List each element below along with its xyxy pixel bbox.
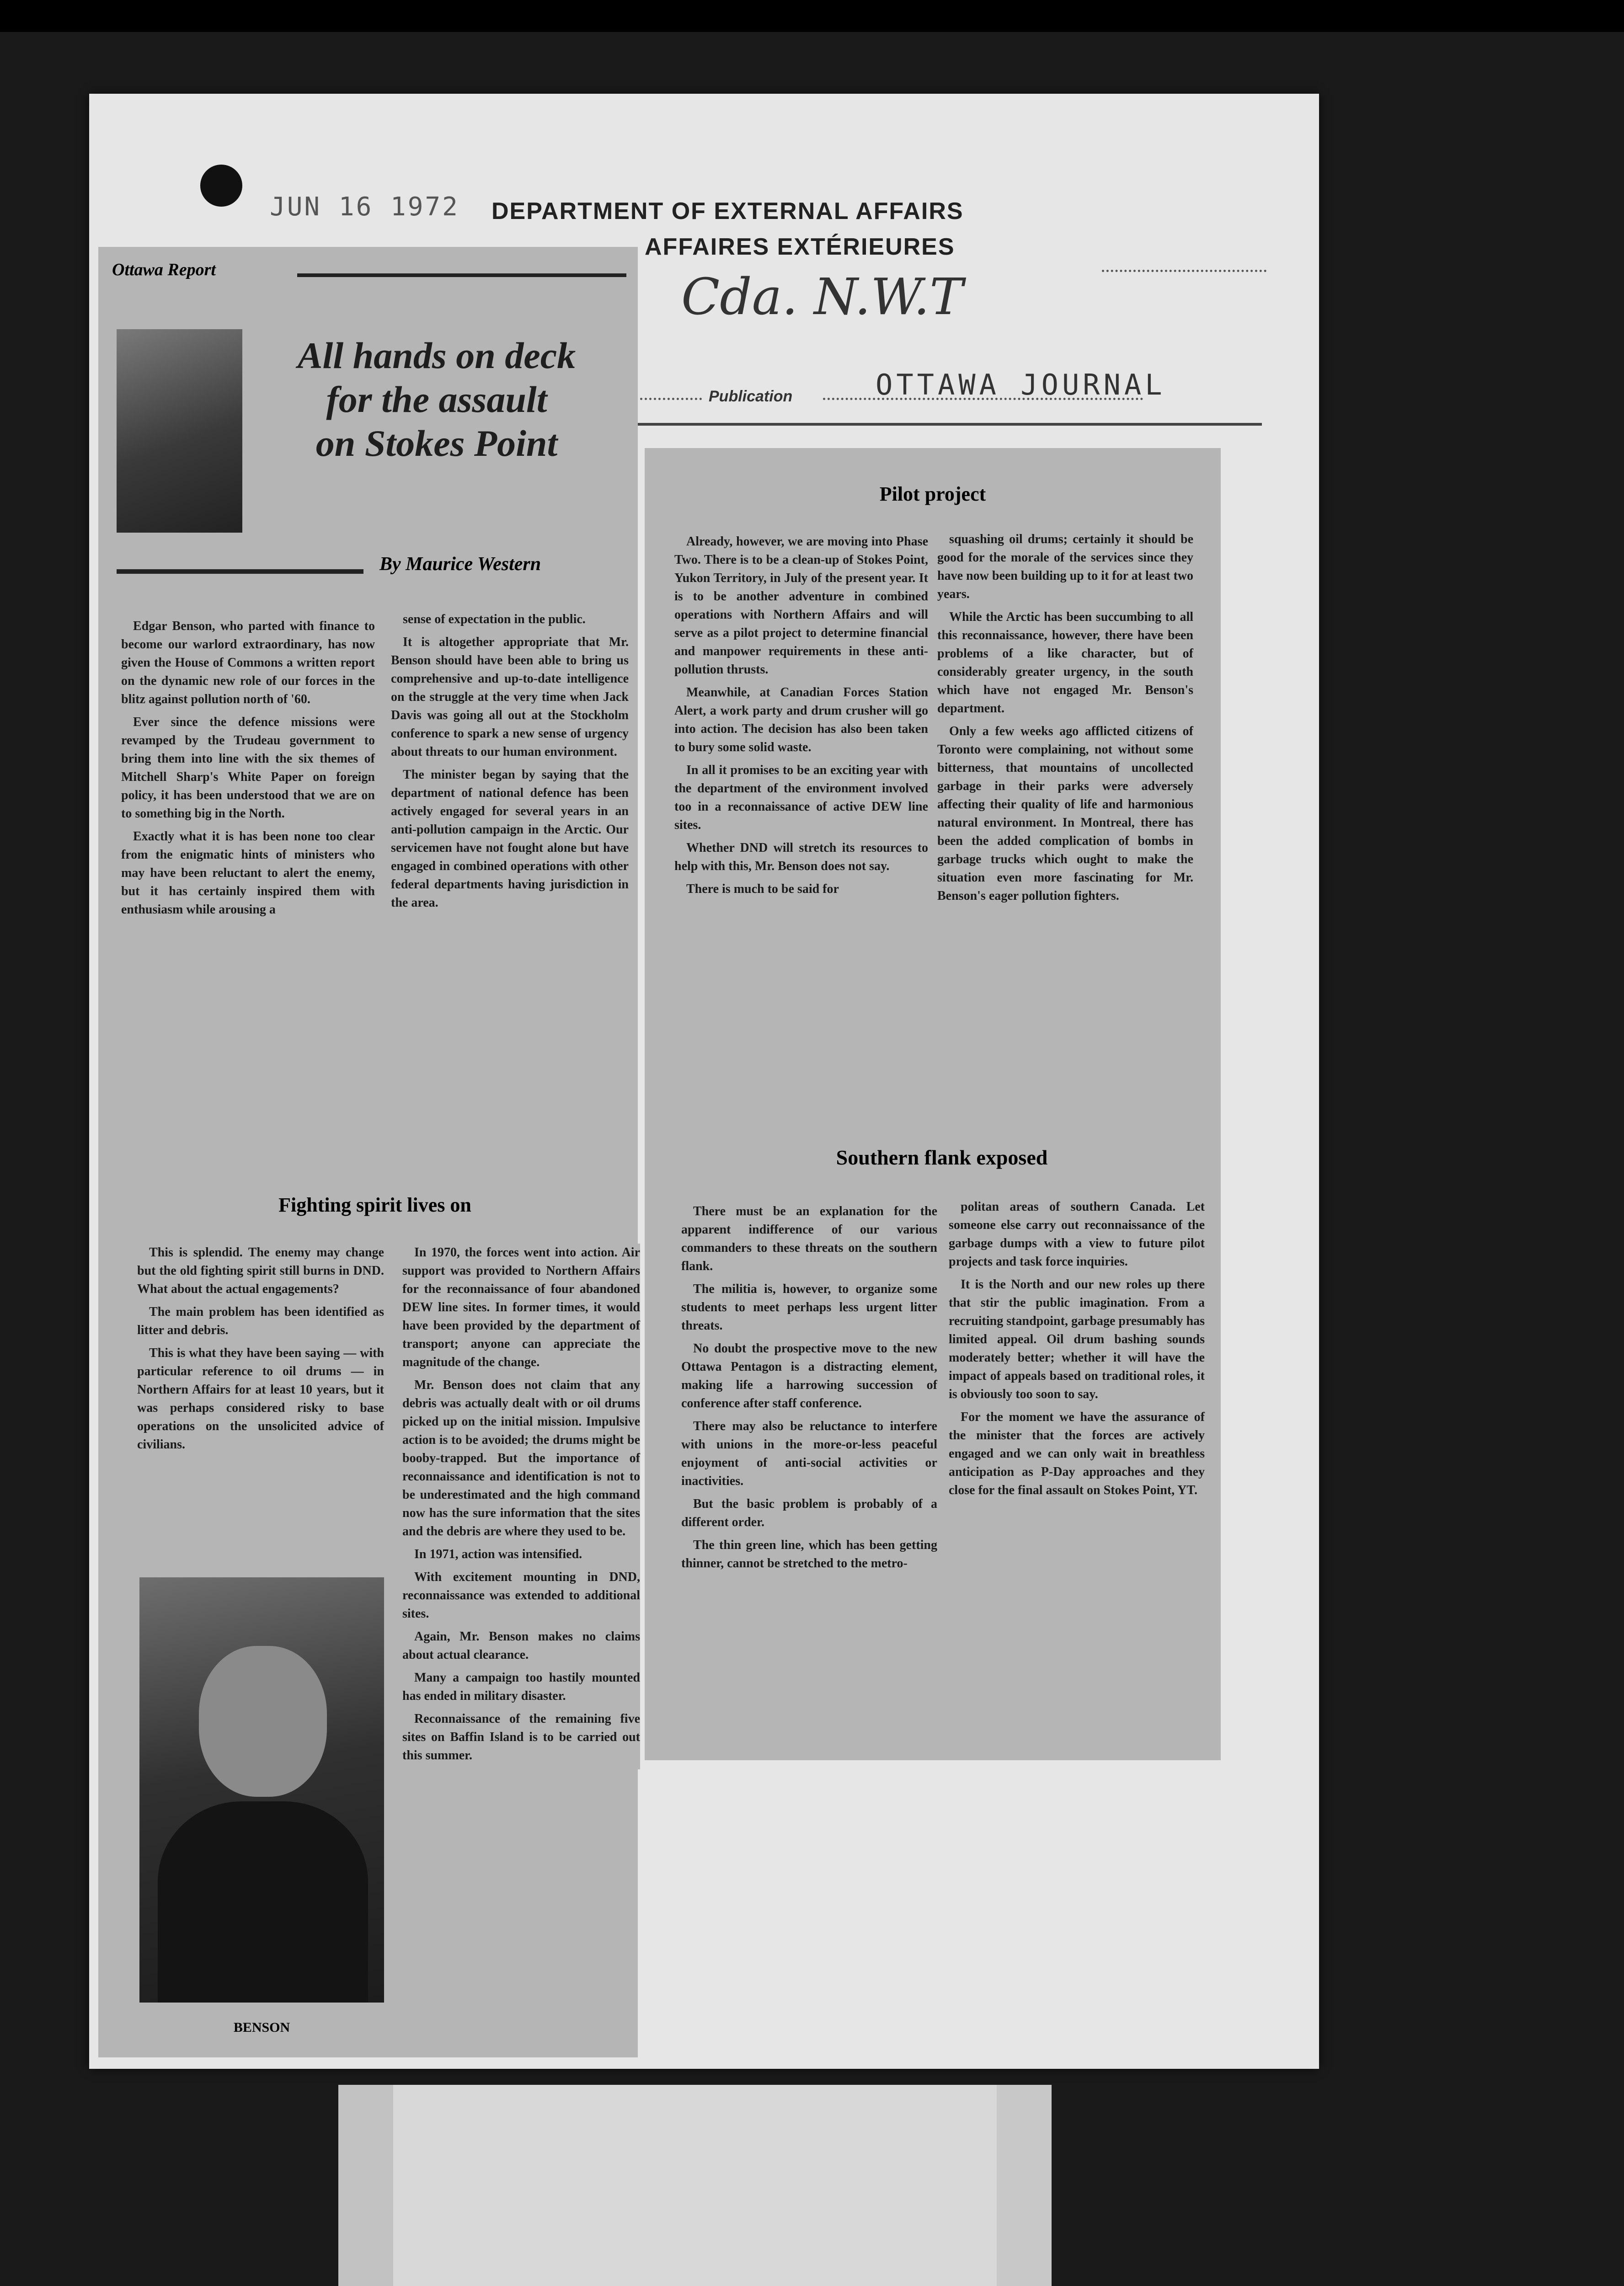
photo-caption: BENSON	[233, 2020, 290, 2035]
paragraph: Only a few weeks ago afflicted citizens of Toronto were complaining, not without some bitterness, that mountains of uncollected garbage in their parks were adversely affecting their quality of life and harmonious natural environment. In Montreal, there has been the added complication of bombs in garbage trucks which ought to make the situation even more fascinating for Mr. Benson's eager pollution fighters.	[937, 724, 1193, 903]
article-column	[121, 617, 375, 924]
paragraph: sense of expectation in the public.	[403, 612, 586, 626]
paragraph: The militia is, however, to organize some students to meet perhaps less urgent litter threats.	[681, 1282, 937, 1333]
headline-line: for the assault	[326, 379, 547, 420]
headline-line: on Stokes Point	[315, 422, 558, 464]
paragraph: Ever since the defence missions were revamped by the Trudeau government to bring them into line with the six themes of Mitchell Sharp's White Paper on foreign policy, it has been understood that we are on to something big in the North.	[121, 715, 375, 821]
paper-slip	[338, 2085, 1052, 2286]
article-kicker: Ottawa Report	[112, 260, 216, 279]
article-column	[674, 533, 928, 903]
headline-line: All hands on deck	[297, 335, 576, 376]
handwritten-file-note: Cda. N.W.T	[681, 267, 963, 326]
subheading: Pilot project	[879, 483, 986, 505]
paragraph: It is altogether appropriate that Mr. Benson should have been able to bring us comprehensive and up-to-date intelligence on the struggle at the very time when Jack Davis was going all out at the Stockholm conference to spark a new sense of urgency about threats to our human environment.	[391, 635, 629, 759]
paragraph: Again, Mr. Benson makes no claims about actual clearance.	[402, 1629, 640, 1662]
department-title: DEPARTMENT OF EXTERNAL AFFAIRS	[491, 198, 964, 224]
publication-label: Publication	[709, 388, 793, 405]
paragraph: Whether DND will stretch its resources to help with this, Mr. Benson does not say.	[674, 841, 928, 873]
paragraph: This is what they have been saying — with particular reference to oil drums — in Northern Affairs for at least 10 years, but it was perhaps considered risky to base operations on the unsolicited advice of civilians.	[137, 1346, 384, 1452]
paragraph: Exactly what it is has been none too clear from the enigmatic hints of ministers who may have been reluctant to alert the enemy, but it has certainly inspired them with enthusiasm while arousing a	[121, 829, 375, 917]
kicker-rule	[297, 273, 626, 277]
article-column	[949, 1198, 1205, 1504]
paragraph: In all it promises to be an exciting year with the department of the environment involved too in a reconnaissance of active DEW line sites.	[674, 763, 928, 832]
paragraph: politan areas of southern Canada. Let someone else carry out reconnaissance of the garbage dumps with a view to future pilot projects and task force inquiries.	[949, 1200, 1205, 1269]
paragraph: squashing oil drums; certainly it should be good for the morale of the services since they have now been building up to it for at least two years.	[937, 532, 1193, 601]
article-byline: By Maurice Western	[379, 554, 541, 575]
paragraph: There is much to be said for	[686, 882, 839, 896]
subheading: Southern flank exposed	[836, 1146, 1048, 1169]
photo-suit	[158, 1801, 368, 2003]
article-column	[391, 610, 629, 917]
paragraph: Already, however, we are moving into Phase Two. There is to be a clean-up of Stokes Point, Yukon Territory, in July of the present year. It is to be another adventure in combined operations with Northern Affairs and will serve as a pilot project to determine financial and manpower requirements in these anti-pollution thrusts.	[674, 534, 928, 677]
form-dotted-line	[636, 398, 702, 400]
punch-hole	[200, 165, 242, 207]
paragraph: The thin green line, which has been getting thinner, cannot be stretched to the metro-	[681, 1538, 937, 1570]
paper-slip-fold	[997, 2085, 1052, 2286]
byline-rule	[117, 569, 363, 574]
publication-value: OTTAWA JOURNAL	[876, 368, 1166, 401]
photo-face	[199, 1646, 327, 1797]
paragraph: But the basic problem is probably of a different order.	[681, 1497, 937, 1529]
article-column	[137, 1244, 384, 1458]
scan-border	[0, 0, 1624, 32]
paragraph: In 1970, the forces went into action. Air support was provided to Northern Affairs for the reconnaissance of four abandoned DEW line sites. In former times, it would have been provided by the department of transport; anyone can appreciate the magnitude of the change.	[402, 1245, 640, 1369]
subheading: Fighting spirit lives on	[278, 1194, 471, 1216]
paragraph: Many a campaign too hastily mounted has ended in military disaster.	[402, 1671, 640, 1703]
paper-slip-fold	[338, 2085, 393, 2286]
paragraph: It is the North and our new roles up there that stir the public imagination. From a recruiting standpoint, garbage presumably has limited appeal. Oil drum bashing sounds moderately better; whether it will have the impact of appeals based on traditional roles, it is obviously too soon to say.	[949, 1277, 1205, 1401]
paragraph: Edgar Benson, who parted with finance to become our warlord extraordinary, has now given the House of Commons a written report on the dynamic new role of our forces in the blitz against pollution north of '60.	[121, 619, 375, 706]
paragraph: There must be an explanation for the apparent indifference of our various commanders to these threats on the southern flank.	[681, 1204, 937, 1273]
paragraph: There may also be reluctance to interfere with unions in the more-or-less peaceful enjoyment of anti-social activities or inactivities.	[681, 1419, 937, 1488]
paragraph: No doubt the prospective move to the new Ottawa Pentagon is a distracting element, making life a harrowing succession of conference after staff conference.	[681, 1341, 937, 1410]
paragraph: The main problem has been identified as litter and debris.	[137, 1305, 384, 1337]
paragraph: This is splendid. The enemy may change but the old fighting spirit still burns in DND. What about the actual engagements?	[137, 1245, 384, 1296]
paragraph: Mr. Benson does not claim that any debris was actually dealt with or oil drums picked up on the initial mission. Impulsive action is to be avoided; the drums might be booby-trapped. But the importance of reconnaissance and identification is not to be underestimated and the high command now has the sure information that the sites and the debris are where they used to be.	[402, 1378, 640, 1538]
article-headline	[256, 334, 617, 465]
paragraph: Meanwhile, at Canadian Forces Station Alert, a work party and drum crusher will go into action. The decision has also been taken to bury some solid waste.	[674, 685, 928, 754]
form-dotted-line	[1102, 270, 1266, 272]
form-rule	[633, 423, 1262, 426]
paragraph: The minister began by saying that the department of national defence has been actively engaged for several years in an anti-pollution campaign in the Arctic. Our servicemen have not fought alone but have engaged in combined operations with other federal departments having jurisdiction in the area.	[391, 768, 629, 910]
department-title-fr: AFFAIRES EXTÉRIEURES	[645, 234, 955, 260]
article-column	[402, 1244, 640, 1769]
paragraph: With excitement mounting in DND, reconnaissance was extended to additional sites.	[402, 1570, 640, 1621]
paragraph: In 1971, action was intensified.	[414, 1547, 582, 1561]
paragraph: For the moment we have the assurance of the minister that the forces are actively engaged and we can only wait in breathless anticipation as P-Day approaches and they close for the final assault on Stokes Point, YT.	[949, 1410, 1205, 1497]
paragraph: Reconnaissance of the remaining five sites on Baffin Island is to be carried out this summer.	[402, 1712, 640, 1763]
author-photo	[117, 329, 242, 533]
paragraph: While the Arctic has been succumbing to all this reconnaissance, however, there have been problems of a like character, but of considerably greater urgency, in the south which have not engaged Mr. Benson's department.	[937, 610, 1193, 716]
date-stamp: JUN 16 1972	[270, 192, 459, 222]
article-column	[681, 1202, 937, 1577]
benson-photo	[139, 1577, 384, 2003]
article-column	[937, 530, 1193, 910]
